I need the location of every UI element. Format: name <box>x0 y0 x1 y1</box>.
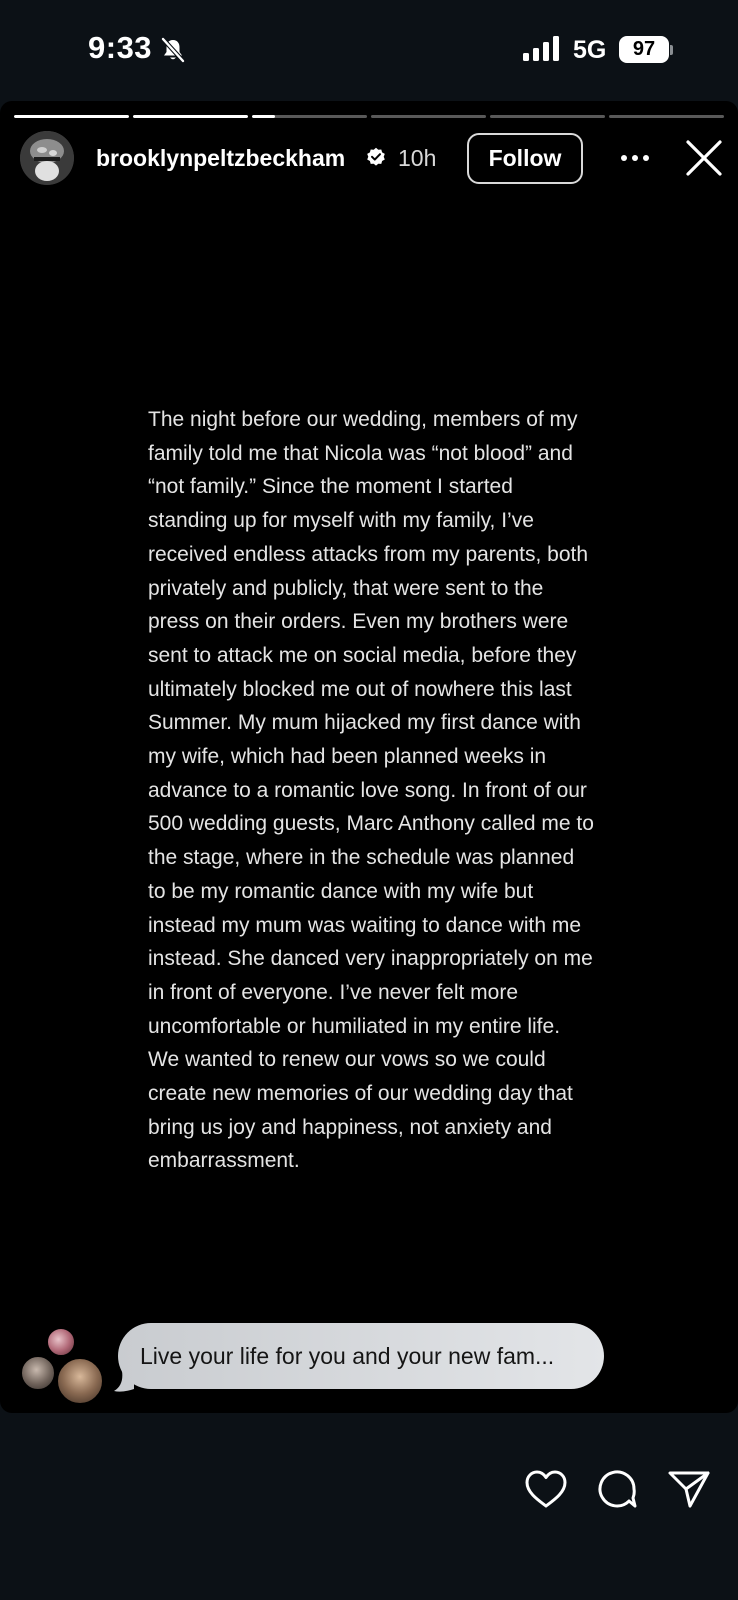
username[interactable]: brooklynpeltzbeckham <box>96 145 346 171</box>
status-bar <box>0 0 738 100</box>
progress-segment <box>133 115 248 118</box>
battery-icon <box>619 36 669 63</box>
reply-text: Live your life for you and your new fam... <box>140 1342 555 1369</box>
progress-fill <box>133 115 248 118</box>
avatar[interactable] <box>20 131 74 185</box>
follow-button[interactable]: Follow <box>467 133 583 184</box>
progress-segment <box>371 115 486 118</box>
progress-fill <box>252 115 275 118</box>
replier-avatar <box>56 1357 104 1405</box>
battery-cap <box>670 45 673 55</box>
comment-icon[interactable] <box>596 1468 638 1510</box>
network-label: 5G <box>573 36 607 64</box>
signal-icon <box>523 36 561 62</box>
reply-bubble[interactable] <box>118 1323 604 1389</box>
replier-avatar <box>46 1327 76 1357</box>
time-ago: 10h <box>398 145 437 171</box>
progress-segment <box>14 115 129 118</box>
progress-segment <box>252 115 367 118</box>
more-options-icon[interactable] <box>620 153 650 163</box>
replier-avatar <box>20 1355 56 1391</box>
reply-preview[interactable] <box>0 1331 738 1411</box>
heart-icon[interactable] <box>524 1469 568 1509</box>
close-icon[interactable] <box>685 139 723 177</box>
battery-level: 97 <box>632 38 656 60</box>
story-header <box>20 131 720 187</box>
story-viewer[interactable] <box>0 101 738 1413</box>
progress-segment <box>609 115 724 118</box>
progress-fill <box>14 115 129 118</box>
share-icon[interactable] <box>667 1469 711 1509</box>
status-time: 9:33 <box>88 30 153 65</box>
verified-icon <box>366 147 386 167</box>
progress-segment <box>490 115 605 118</box>
story-progress <box>14 115 724 119</box>
story-text: The night before our wedding, members of my family told me that Nicola was “not blood” and “not family.” Since the moment I started standing up for myself with my family, I’ve received endless attacks from my parents, both privately and publicly, that were sent to the press on their orders. Even my brothers were sent to attack me on social media, before they ultimately blocked me out of nowhere this last Summer. My mum hijacked my first dance with my wife, which had been planned weeks in advance to a romantic love song. In front of our 500 wedding guests, Marc Anthony called me to the stage, where in the schedule was planned to be my romantic dance with my wife but instead my mum was waiting to dance with me instead. She danced very inappropriately on me in front of everyone. I’ve never felt more uncomfortable or humiliated in my entire life. We wanted to renew our vows so we could create new memories of our wedding day that bring us joy and happiness, not anxiety and embarrassment. <box>148 408 594 1173</box>
bell-slash-icon <box>159 36 187 64</box>
action-bar <box>0 1413 738 1600</box>
